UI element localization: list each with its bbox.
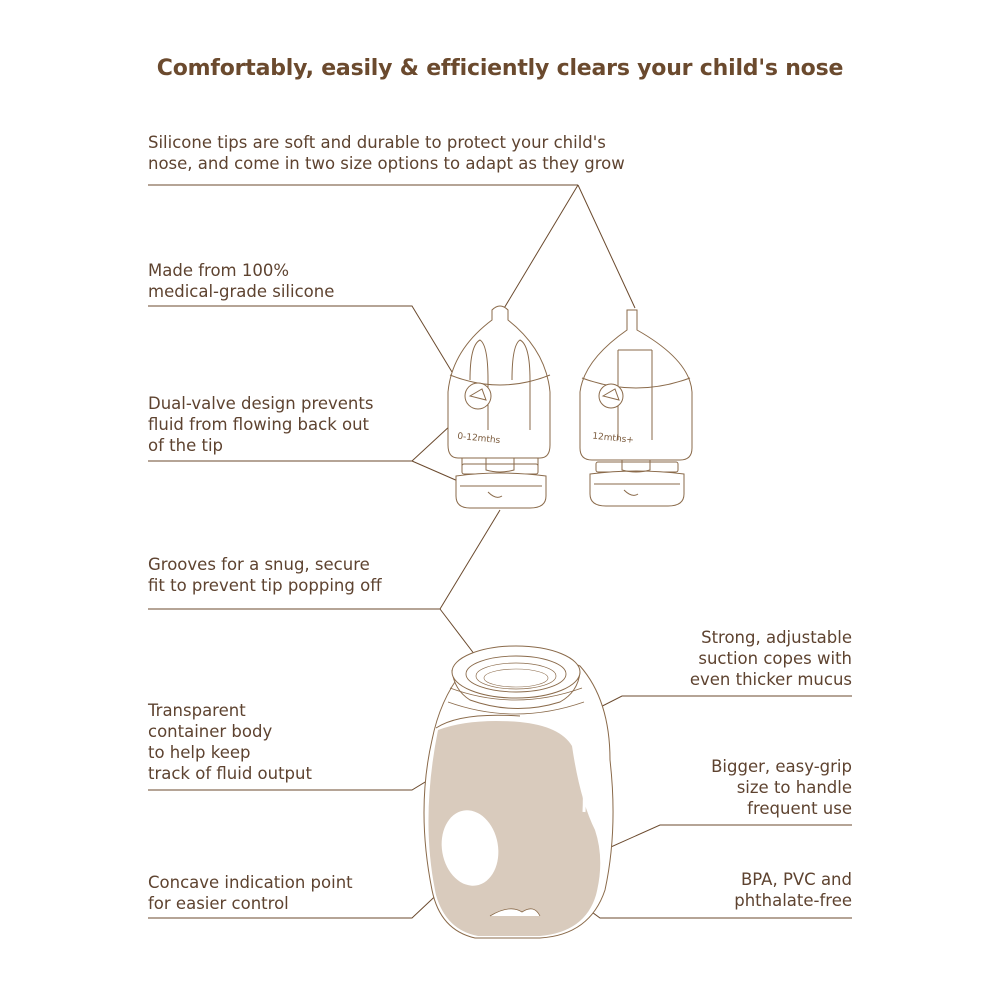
page-title: Comfortably, easily & efficiently clears your child's nose	[156, 56, 844, 81]
leader-transparent	[148, 762, 458, 790]
callout-transparent-body: Transparent container body to help keep track of fluid output	[148, 701, 312, 783]
leader-medical-grade	[148, 306, 452, 372]
callout-bpa-free: BPA, PVC and phthalate-free	[734, 870, 852, 910]
callout-concave-point: Concave indication point for easier control	[148, 873, 353, 913]
small-tip-illustration	[448, 306, 550, 508]
small-tip-size-label: 0-12mths	[456, 431, 501, 447]
large-tip-illustration	[580, 310, 692, 506]
container-body-illustration	[424, 646, 613, 938]
callout-easy-grip: Bigger, easy-grip size to handle frequent use	[711, 757, 852, 818]
leader-suction	[565, 696, 852, 725]
leader-silicone-tips	[148, 185, 635, 310]
large-tip-size-label: 12mths+	[591, 431, 635, 446]
callout-silicone-tips: Silicone tips are soft and durable to protect your child's nose, and come in two size options to adapt as they grow	[148, 133, 625, 173]
leader-concave	[148, 870, 463, 918]
callout-medical-grade: Made from 100% medical-grade silicone	[148, 261, 335, 301]
callout-dual-valve: Dual-valve design prevents fluid from flowing back out of the tip	[148, 394, 374, 455]
callout-grooves: Grooves for a snug, secure fit to prevent tip popping off	[148, 555, 382, 595]
leader-easy-grip	[593, 825, 852, 855]
callout-suction: Strong, adjustable suction copes with even thicker mucus	[689, 628, 852, 689]
leader-grooves	[148, 510, 500, 655]
leader-dual-valve	[148, 400, 490, 495]
